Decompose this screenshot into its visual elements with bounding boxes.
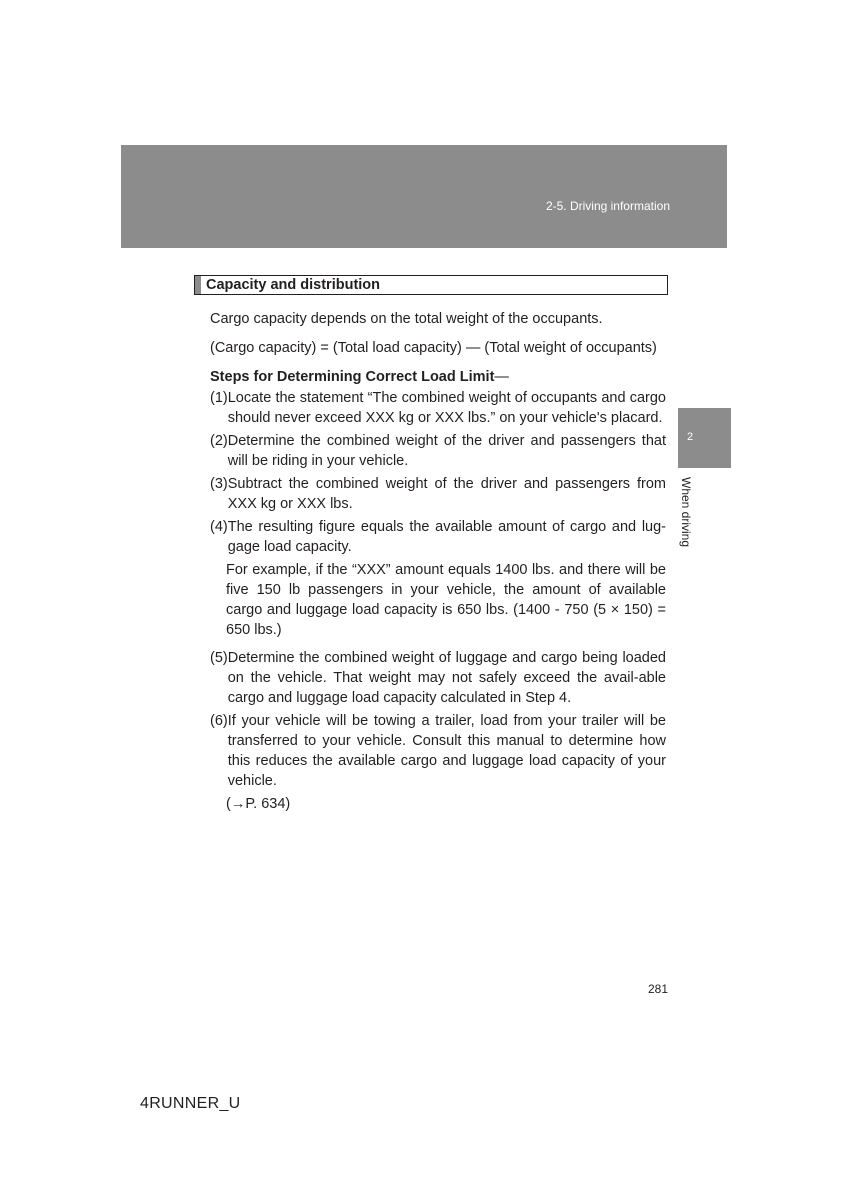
heading-marker (195, 276, 201, 294)
step-number: (5) (210, 650, 228, 666)
step-number: (4) (210, 519, 228, 535)
chapter-name: When driving (679, 477, 693, 548)
header-band (121, 145, 727, 248)
section-label: 2-5. Driving information (545, 199, 670, 213)
model-code: 4RUNNER_U (140, 1095, 241, 1112)
example-text: For example, if the “XXX” amount equals 1400 lbs. and there will be five 150 lb passengers in your vehicle, the amount of available cargo and luggage load capacity is 650 lbs. (1400 - 750 (5 × 150) = 650 lbs.) (226, 562, 666, 638)
step-2 (210, 431, 666, 471)
step-5 (210, 648, 666, 708)
steps-title-text: Steps for Determining Correct Load Limit (210, 369, 495, 385)
chapter-tab (678, 408, 731, 468)
intro-line-1: Cargo capacity depends on the total weight of the occupants. (210, 311, 603, 327)
step-text: Determine the combined weight of the driver and passengers that will be riding in your vehicle. (227, 433, 666, 469)
section-heading-box (194, 275, 668, 295)
step-text: If your vehicle will be towing a trailer, load from your trailer will be transferred to your vehicle. Consult this manual to determine how this reduces the available cargo and luggage load capacity of your vehicle. (227, 713, 666, 789)
intro-line-2: (Cargo capacity) = (Total load capacity) — (Total weight of occupants) (210, 340, 657, 356)
step-4 (210, 517, 666, 557)
step-3 (210, 474, 666, 514)
step-number: (2) (210, 433, 228, 449)
steps-title-dash: — (494, 369, 509, 385)
section-heading: Capacity and distribution (206, 277, 381, 293)
step-number: (3) (210, 476, 228, 492)
step-number: (6) (210, 713, 228, 729)
step-number: (1) (210, 390, 228, 406)
chapter-number: 2 (687, 431, 694, 443)
step-text: The resulting figure equals the available amount of cargo and lug-gage load capacity. (227, 519, 666, 555)
step-text: Determine the combined weight of luggage and cargo being loaded on the vehicle. That weight may not safely exceed the avail-able cargo and luggage load capacity calculated in Step 4. (227, 650, 666, 706)
page-reference-link[interactable]: (→P. 634) (226, 796, 291, 812)
step-text: Subtract the combined weight of the driver and passengers from XXX kg or XXX lbs. (227, 476, 666, 512)
steps-title (210, 367, 666, 387)
page-number: 281 (647, 982, 668, 996)
step-1 (210, 388, 666, 428)
step-text: Locate the statement “The combined weight of occupants and cargo should never exceed XXX kg or XXX lbs.” on your vehicle's placard. (227, 390, 666, 426)
step-6 (210, 711, 666, 791)
body-content (210, 309, 666, 814)
